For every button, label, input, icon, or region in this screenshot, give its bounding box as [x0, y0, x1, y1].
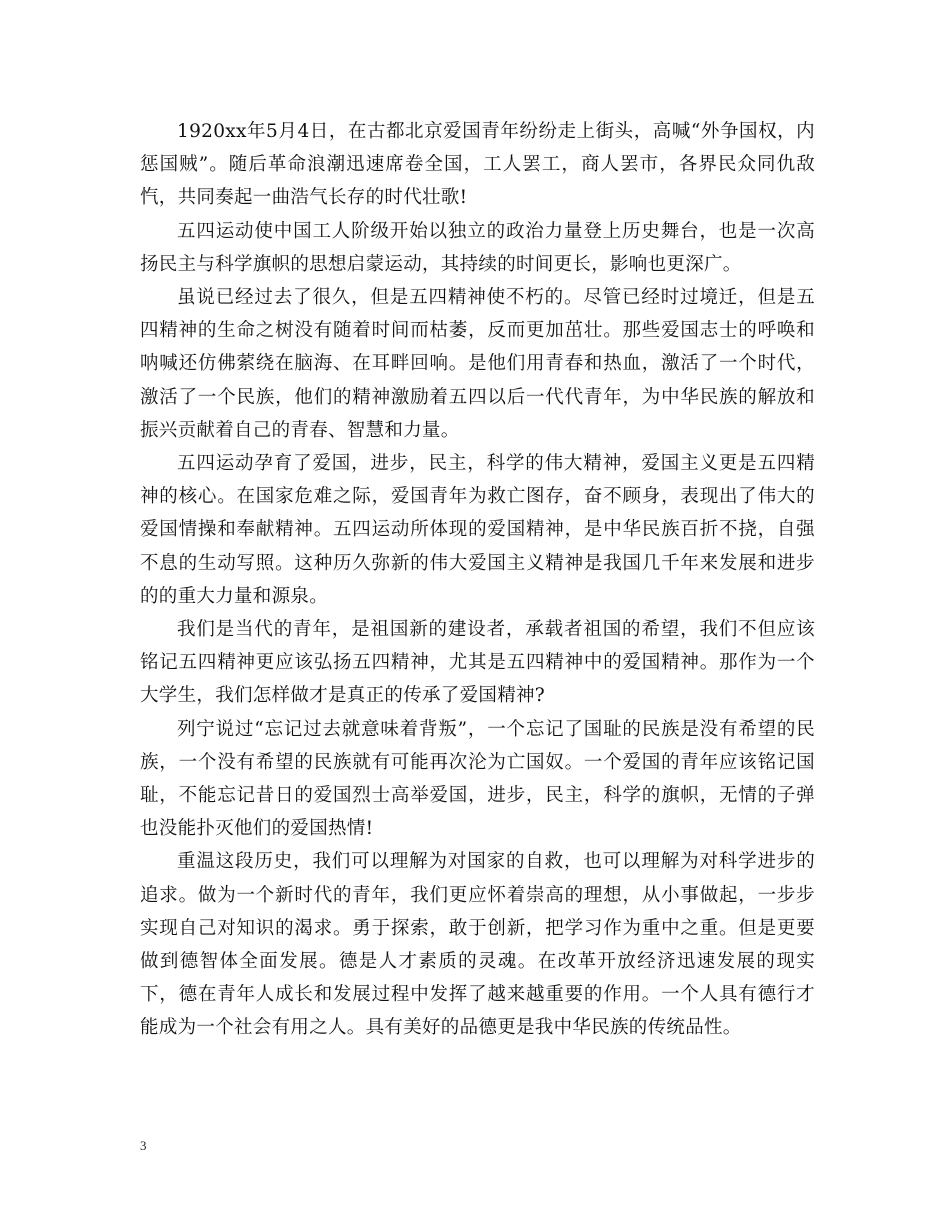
paragraph: 五四运动孕育了爱国，进步，民主，科学的伟大精神，爱国主义更是五四精神的核心。在国家危难之际，爱国青年为救亡图存，奋不顾身，表现出了伟大的爱国情操和奉献精神。五四运动所体现的爱国精神，是中华民族百折不挠，自强不息的生动写照。这种历久弥新的伟大爱国主义精神是我国几千年来发展和进步的的重大力量和源泉。: [140, 453, 815, 607]
paragraph: 重温这段历史，我们可以理解为对国家的自救，也可以理解为对科学进步的追求。做为一个新时代的青年，我们更应怀着崇高的理想，从小事做起，一步步实现自己对知识的渴求。勇于探索，敢于创新，把学习作为重中之重。但是更要做到德智体全面发展。德是人才素质的灵魂。在改革开放经济迅速发展的现实下，德在青年人成长和发展过程中发挥了越来越重要的作用。一个人具有德行才能成为一个社会有用之人。具有美好的品德更是我中华民族的传统品性。: [140, 851, 815, 1039]
paragraph: 1920xx年5月4日，在古都北京爱国青年纷纷走上街头，高喊“外争国权，内惩国贼”。随后革命浪潮迅速席卷全国，工人罢工，商人罢市，各界民众同仇敌忾，共同奏起一曲浩气长存的时代壮歌!: [140, 121, 815, 209]
page-number: 3: [140, 1138, 147, 1153]
paragraph: 列宁说过“忘记过去就意味着背叛”，一个忘记了国耻的民族是没有希望的民族，一个没有希望的民族就有可能再次沦为亡国奴。一个爱国的青年应该铭记国耻，不能忘记昔日的爱国烈士高举爱国，进步，民主，科学的旗帜，无情的子弹也没能扑灭他们的爱国热情!: [140, 718, 815, 840]
body-text: [140, 115, 815, 1045]
paragraph: 虽说已经过去了很久，但是五四精神使不朽的。尽管已经时过境迁，但是五四精神的生命之树没有随着时间而枯萎，反而更加茁壮。那些爱国志士的呼唤和呐喊还仿佛萦绕在脑海、在耳畔回响。是他们用青春和热血，激活了一个时代，激活了一个民族，他们的精神激励着五四以后一代代青年，为中华民族的解放和振兴贡献着自己的青春、智慧和力量。: [140, 287, 815, 441]
paragraph: 我们是当代的青年，是祖国新的建设者，承载者祖国的希望，我们不但应该铭记五四精神更应该弘扬五四精神，尤其是五四精神中的爱国精神。那作为一个大学生，我们怎样做才是真正的传承了爱国精神?: [140, 619, 815, 707]
paragraph: 五四运动使中国工人阶级开始以独立的政治力量登上历史舞台，也是一次高扬民主与科学旗帜的思想启蒙运动，其持续的时间更长，影响也更深广。: [140, 220, 815, 275]
